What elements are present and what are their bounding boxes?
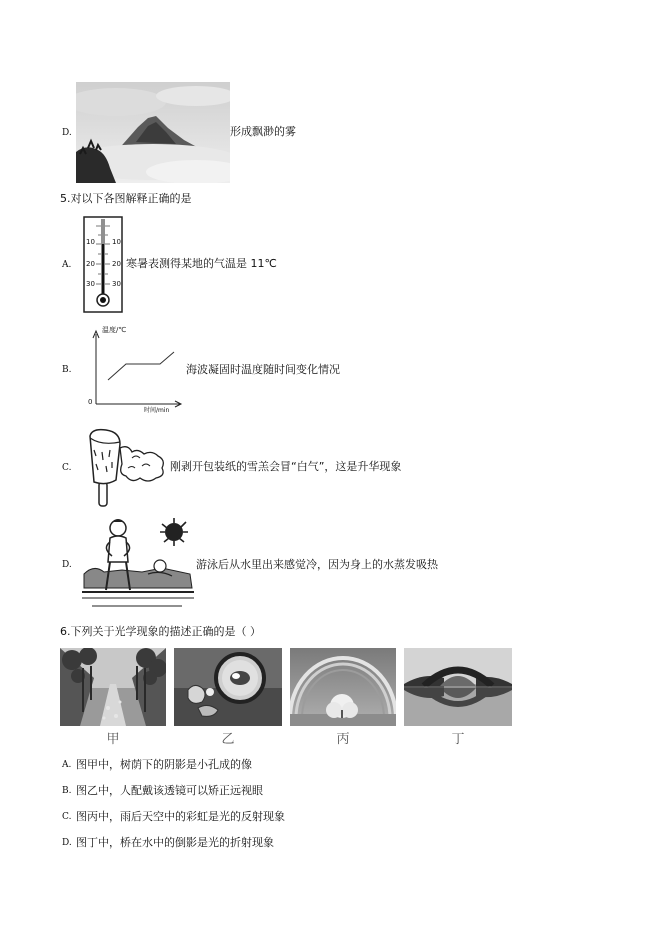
graph-x-label: 时间/min [144, 407, 170, 414]
bridge-reflection-photo [404, 648, 512, 726]
option-d-text: 图丁中，桥在水中的倒影是光的折射现象 [76, 836, 274, 849]
fog-mountain-image [76, 82, 230, 183]
option-a-text: 图甲中，树荫下的阴影是小孔成的像 [76, 758, 252, 771]
thermo-left-tick: 20 [86, 260, 95, 268]
swimmer-image [82, 514, 194, 612]
option-b-text: 图乙中，人配戴该透镜可以矫正远视眼 [76, 784, 263, 797]
graph-y-label: 温度/℃ [102, 326, 127, 334]
caption-yi: 乙 [221, 732, 235, 747]
option-b-letter: B. [62, 365, 72, 375]
option-c-letter: C. [62, 463, 72, 473]
thermo-left-tick: 10 [86, 238, 95, 246]
option-c-letter: C. [62, 812, 72, 822]
option-d-letter: D. [62, 560, 72, 570]
tree-shade-photo [60, 648, 166, 726]
caption-jia: 甲 [106, 732, 120, 747]
option-d-text: 游泳后从水里出来感觉冷，因为身上的水蒸发吸热 [196, 558, 438, 571]
thermo-right-tick: 10 [112, 238, 121, 246]
option-c-text: 图丙中，雨后天空中的彩虹是光的反射现象 [76, 810, 285, 823]
lens-photo [174, 648, 282, 726]
question-6-stem: 6.下列关于光学现象的描述正确的是（ ） [60, 625, 261, 638]
ice-cream-image [82, 426, 168, 508]
thermo-right-tick: 20 [112, 260, 121, 268]
temperature-graph [84, 322, 184, 416]
option-d-letter: D. [62, 838, 72, 848]
option-a-letter: A. [62, 760, 72, 770]
caption-ding: 丁 [451, 732, 465, 747]
option-a-letter: A. [62, 260, 72, 270]
option-b-letter: B. [62, 786, 72, 796]
caption-bing: 丙 [336, 732, 350, 747]
option-text: 形成飘渺的雾 [230, 125, 296, 138]
thermo-left-tick: 30 [86, 280, 95, 288]
thermo-right-tick: 30 [112, 280, 121, 288]
rainbow-photo [290, 648, 396, 726]
question-5-stem: 5.对以下各图解释正确的是 [60, 192, 192, 205]
graph-origin: 0 [88, 398, 93, 406]
option-a-text: 寒暑表测得某地的气温是 11℃ [126, 257, 277, 270]
option-letter: D. [62, 128, 72, 138]
option-b-text: 海波凝固时温度随时间变化情况 [186, 363, 340, 376]
option-c-text: 刚剥开包装纸的雪羔会冒“白气”，这是升华现象 [170, 460, 402, 473]
thermometer-image [82, 216, 124, 314]
